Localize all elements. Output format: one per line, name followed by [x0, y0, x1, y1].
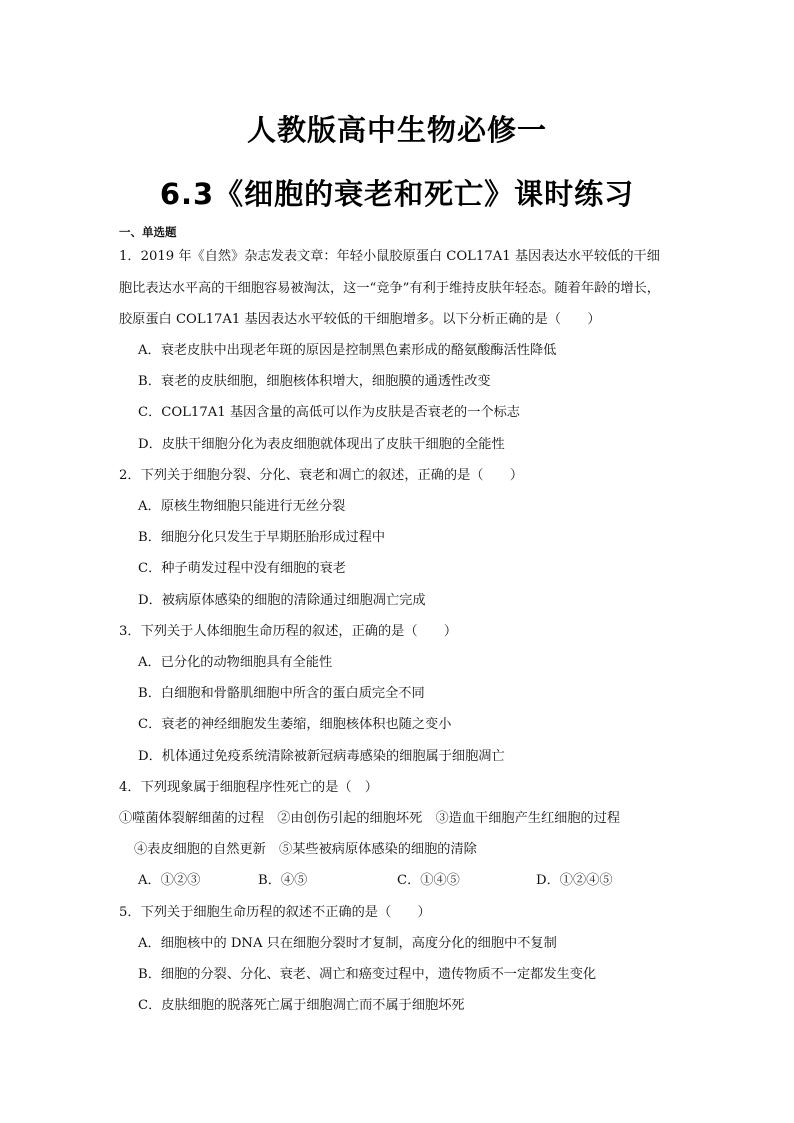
question-5-stem: 5．下列关于细胞生命历程的叙述不正确的是（ ）: [119, 905, 431, 920]
question-3-option-d: D．机体通过免疫系统清除被新冠病毒感染的细胞属于细胞凋亡: [138, 749, 505, 764]
question-4-stem: 4．下列现象属于细胞程序性死亡的是（ ）: [119, 780, 378, 795]
question-4-option-b: B．④⑤: [258, 873, 308, 888]
question-5-option-b: B．细胞的分裂、分化、衰老、凋亡和癌变过程中，遗传物质不一定都发生变化: [138, 967, 597, 982]
question-2-option-b: B．细胞分化只发生于早期胚胎形成过程中: [138, 530, 386, 545]
question-1-option-c: C．COL17A1 基因含量的高低可以作为皮肤是否衰老的一个标志: [138, 405, 520, 420]
question-2-option-a: A．原核生物细胞只能进行无丝分裂: [138, 499, 346, 514]
question-1-option-a: A．衰老皮肤中出现老年斑的原因是控制黑色素形成的酪氨酸酶活性降低: [138, 343, 557, 358]
question-4-option-a: A．①②③: [138, 873, 201, 888]
question-3-stem: 3．下列关于人体细胞生命历程的叙述，正确的是（ ）: [119, 624, 458, 639]
question-1-stem-line-1: 1．2019 年《自然》杂志发表文章：年轻小鼠胶原蛋白 COL17A1 基因表达水平较低的干细: [119, 249, 660, 264]
question-3-option-a: A．已分化的动物细胞具有全能性: [138, 655, 333, 670]
question-4-option-c: C．①④⑤: [397, 873, 460, 888]
question-5-option-a: A．细胞核中的 DNA 只在细胞分裂时才复制，高度分化的细胞中不复制: [138, 936, 557, 951]
question-3-option-b: B．白细胞和骨骼肌细胞中所含的蛋白质完全不同: [138, 686, 425, 701]
document-title: 人教版高中生物必修一: [246, 113, 547, 147]
question-1-stem-line-2: 胞比表达水平高的干细胞容易被淘汰，这一“竞争”有利于维持皮肤年轻态。随着年龄的增长，: [119, 281, 660, 296]
question-2-option-c: C．种子萌发过程中没有细胞的衰老: [138, 561, 346, 576]
question-2-option-d: D．被病原体感染的细胞的清除通过细胞凋亡完成: [138, 593, 426, 608]
question-3-option-c: C．衰老的神经细胞发生萎缩，细胞核体积也随之变小: [138, 717, 452, 732]
question-1-option-d: D．皮肤干细胞分化为表皮细胞就体现出了皮肤干细胞的全能性: [138, 437, 505, 452]
question-5-option-c: C．皮肤细胞的脱落死亡属于细胞凋亡而不属于细胞坏死: [138, 998, 465, 1013]
question-1-option-b: B．衰老的皮肤细胞，细胞核体积增大，细胞膜的通透性改变: [138, 374, 491, 389]
section-heading: 一、单选题: [119, 225, 177, 239]
question-1-stem-line-3: 胶原蛋白 COL17A1 基因表达水平较低的干细胞增多。以下分析正确的是（ ）: [119, 312, 601, 327]
question-4-items-line-1: ①噬菌体裂解细菌的过程 ②由创伤引起的细胞坏死 ③造血干细胞产生红细胞的过程: [119, 811, 621, 826]
document-subtitle: 6.3《细胞的衰老和死亡》课时练习: [159, 177, 635, 211]
question-4-items-line-2: ④表皮细胞的自然更新 ⑤某些被病原体感染的细胞的清除: [134, 842, 477, 857]
question-2-stem: 2．下列关于细胞分裂、分化、衰老和凋亡的叙述，正确的是（ ）: [119, 468, 524, 483]
question-4-option-d: D．①②④⑤: [536, 873, 613, 888]
